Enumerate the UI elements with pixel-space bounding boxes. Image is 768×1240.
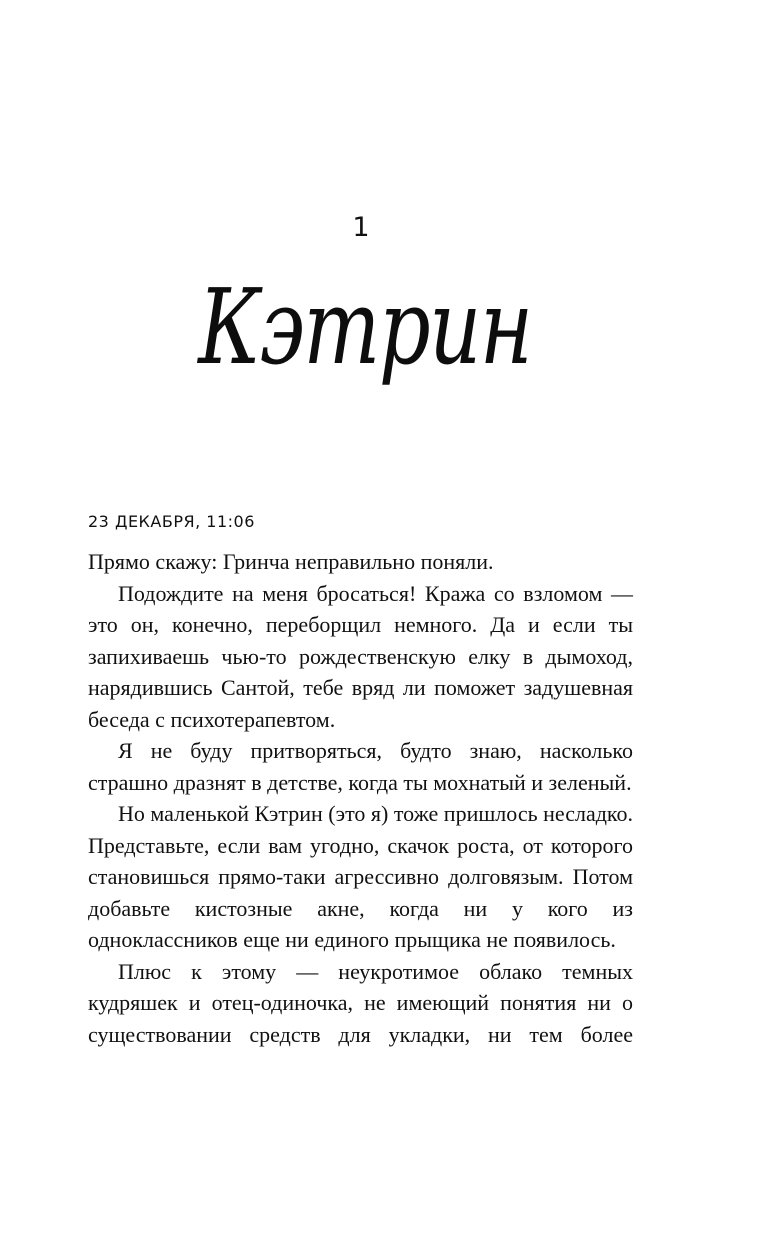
dateline: 23 ДЕКАБРЯ, 11:06 — [88, 512, 255, 531]
paragraph-2: Подождите на меня бросаться! Кража со взломом — это он, конечно, переборщил немного. Да и если ты запихиваешь чью-то рождественскую елку в дымоход, нарядившись Сантой, тебе вряд ли поможет задушевная беседа с психотерапевтом. — [88, 580, 633, 732]
paragraph-4: Но маленькой Кэтрин (это я) тоже пришлось несладко. Представьте, если вам угодно, скачок роста, от которого становишься прямо-таки агрессивно долговязым. Потом добавьте кистозные акне, когда ни у кого из одноклассников еще ни единого прыщика не появилось. — [88, 801, 633, 952]
chapter-title: Кэтрин — [198, 266, 532, 388]
paragraph-5: Плюс к этому — неукротимое облако темных кудряшек и отец-одиночка, не имеющий понятия ни о существовании средств для укладки, ни тем более — [88, 958, 633, 1047]
chapter-number: 1 — [352, 212, 370, 243]
body-text — [88, 546, 633, 1050]
paragraph-1: Прямо скажу: Гринча неправильно поняли. — [88, 549, 494, 574]
paragraph-3: Я не буду притворяться, будто знаю, насколько страшно дразнят в детстве, когда ты мохнатый и зеленый. — [88, 738, 633, 795]
